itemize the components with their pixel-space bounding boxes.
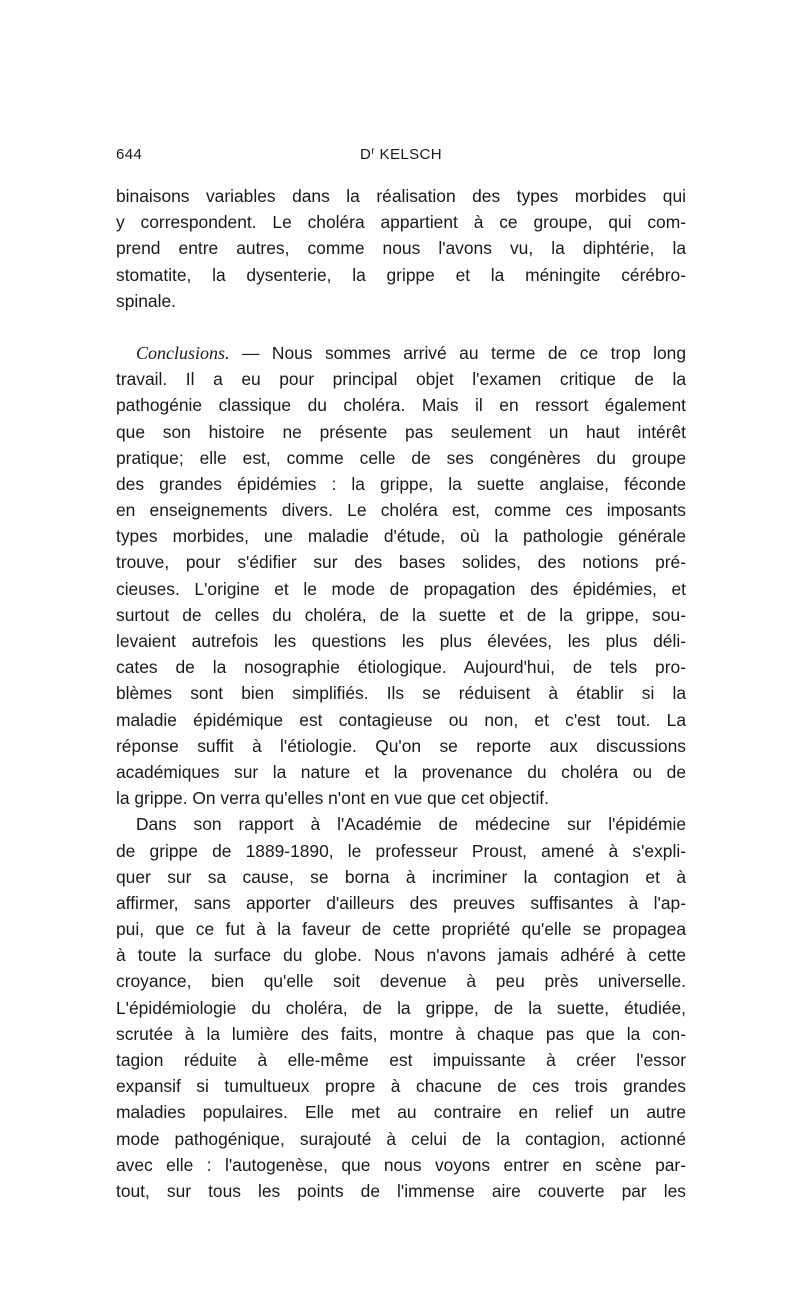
- text-line: stomatite, la dysenterie, la grippe et la méningite cérébro-: [116, 264, 686, 285]
- text-line: [116, 340, 686, 366]
- text-line: L'épidémiologie du choléra, de la grippe, de la suette, étudiée,: [116, 997, 686, 1018]
- text-line: pathogénie classique du choléra. Mais il en ressort également: [116, 395, 686, 416]
- text-line: levaient autrefois les questions les plus élevées, les plus déli-: [116, 631, 686, 651]
- text-line: tout, sur tous les points de l'immense aire couverte par les: [116, 1180, 686, 1201]
- text-line: des grandes épidémies : la grippe, la suette anglaise, féconde: [116, 473, 686, 494]
- paragraph-conclusions: [116, 340, 686, 811]
- author-superscript: r: [371, 146, 375, 157]
- text-line: cieuses. L'origine et le mode de propagation des épidémies, et: [116, 578, 686, 599]
- section-lead: Conclusions.: [136, 342, 230, 363]
- text-line: que son histoire ne présente pas seulement un haut intérêt: [116, 421, 686, 442]
- author-prefix: D: [360, 146, 372, 163]
- text-line: expansif si tumultueux propre à chacune de ces trois grandes: [116, 1076, 686, 1097]
- text-line: en enseignements divers. Le choléra est, comme ces imposants: [116, 500, 686, 521]
- paragraph-continued: [116, 183, 686, 314]
- page-number: 644: [116, 146, 143, 163]
- text-line: trouve, pour s'édifier sur des bases solides, des notions pré-: [116, 552, 686, 573]
- running-head-author: [116, 146, 686, 163]
- text-line: types morbides, une maladie d'étude, où la pathologie générale: [116, 526, 686, 547]
- text-line: affirmer, sans apporter d'ailleurs des preuves suffisantes à l'ap-: [116, 892, 686, 913]
- text-line: maladie épidémique est contagieuse ou non, et c'est tout. La: [116, 709, 686, 730]
- text-line: pratique; elle est, comme celle de ses congénères du groupe: [116, 447, 686, 468]
- text-line: de grippe de 1889-1890, le professeur Proust, amené à s'expli-: [116, 840, 686, 861]
- text-line: Dans son rapport à l'Académie de médecine sur l'épidémie: [136, 814, 686, 835]
- text-line: scrutée à la lumière des faits, montre à chaque pas que la con-: [116, 1023, 686, 1044]
- text-line: binaisons variables dans la réalisation des types morbides qui: [116, 186, 686, 206]
- paragraph-rapport: [116, 811, 686, 1204]
- text-line: la grippe. On verra qu'elles n'ont en vue que cet objectif.: [116, 788, 549, 809]
- text-line: pui, que ce fut à la faveur de cette propriété qu'elle se propagea: [116, 919, 686, 940]
- text-line: maladies populaires. Elle met au contraire en relief un autre: [116, 1102, 686, 1123]
- text-line: croyance, bien qu'elle soit devenue à peu près universelle.: [116, 971, 686, 992]
- text-line: cates de la nosographie étiologique. Aujourd'hui, de tels pro-: [116, 657, 686, 678]
- text-line: travail. Il a eu pour principal objet l'examen critique de la: [116, 369, 686, 390]
- text-line: blèmes sont bien simplifiés. Ils se réduisent à établir si la: [116, 683, 686, 704]
- paragraph-gap: [116, 314, 686, 340]
- lead-line-rest: — Nous sommes arrivé au terme de ce trop long: [229, 342, 686, 363]
- text-line: quer sur sa cause, se borna à incriminer la contagion et à: [116, 866, 686, 887]
- running-head: [116, 146, 686, 170]
- text-line: spinale.: [116, 290, 176, 311]
- text-line: tagion réduite à elle-même est impuissante à créer l'essor: [116, 1050, 686, 1070]
- text-line: prend entre autres, comme nous l'avons vu, la diphtérie, la: [116, 238, 686, 259]
- text-line: mode pathogénique, surajouté à celui de la contagion, actionné: [116, 1128, 686, 1149]
- author-name: KELSCH: [374, 146, 442, 163]
- text-line: réponse suffit à l'étiologie. Qu'on se reporte aux discussions: [116, 735, 686, 756]
- text-line: surtout de celles du choléra, de la suette et de la grippe, sou-: [116, 604, 686, 625]
- body-text: [116, 183, 686, 1204]
- text-line: à toute la surface du globe. Nous n'avons jamais adhéré à cette: [116, 945, 686, 966]
- text-line: avec elle : l'autogenèse, que nous voyons entrer en scène par-: [116, 1154, 686, 1175]
- text-line: académiques sur la nature et la provenance du choléra ou de: [116, 761, 686, 782]
- text-line: y correspondent. Le choléra appartient à ce groupe, qui com-: [116, 212, 686, 233]
